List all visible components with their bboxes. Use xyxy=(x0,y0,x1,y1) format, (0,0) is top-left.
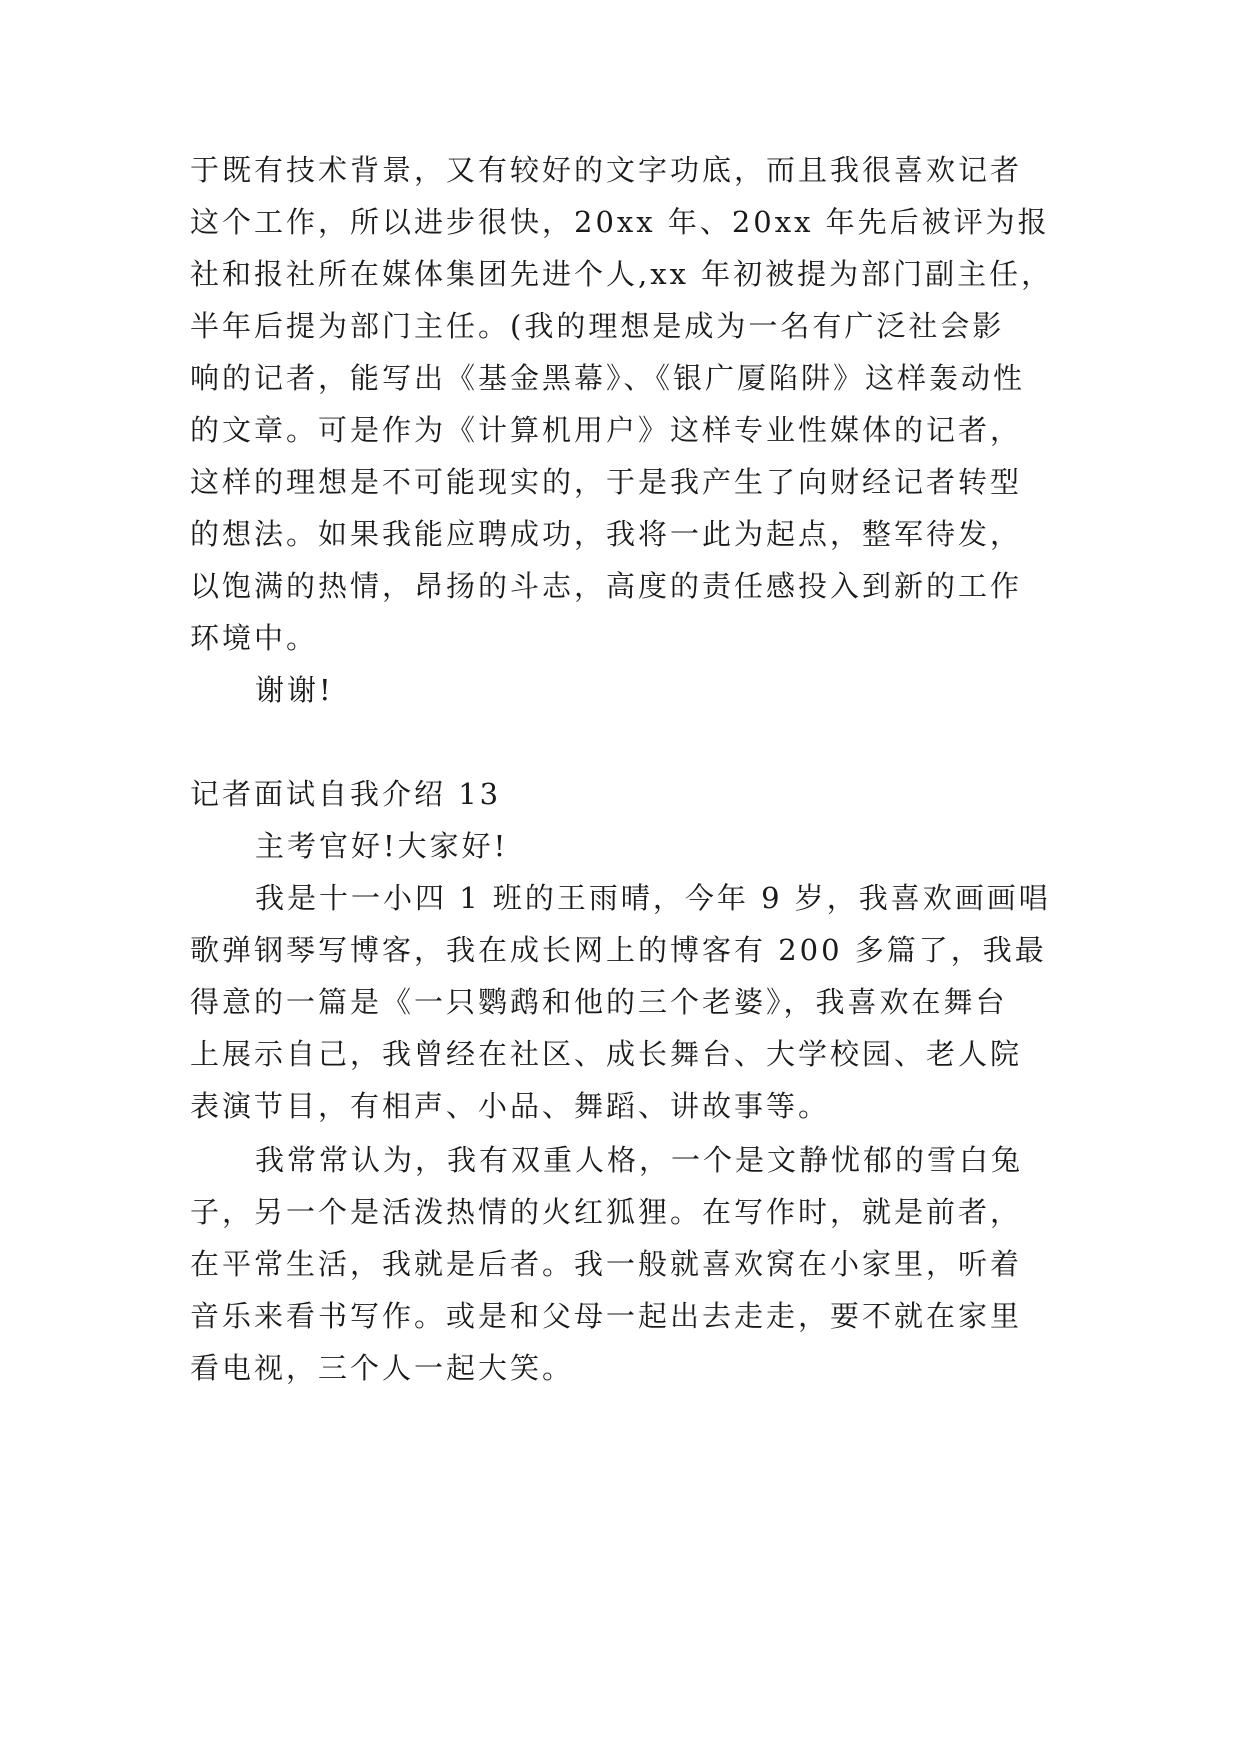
paragraph-line: 响的记者，能写出《基金黑幕》、《银广厦陷阱》这样轰动性 xyxy=(190,361,1026,395)
paragraph-line: 这样的理想是不可能现实的，于是我产生了向财经记者转型 xyxy=(190,465,1023,499)
section-title: 记者面试自我介绍 13 xyxy=(190,777,502,811)
paragraph-line: 看电视，三个人一起大笑。 xyxy=(190,1351,575,1385)
paragraph-line: 半年后提为部门主任。(我的理想是成为一名有广泛社会影 xyxy=(190,309,1005,343)
paragraph-line: 的想法。如果我能应聘成功，我将一此为起点，整军待发， xyxy=(190,517,1023,551)
paragraph-line: 这个工作，所以进步很快，20xx 年、20xx 年先后被评为报 xyxy=(190,205,1050,239)
paragraph-line: 的文章。可是作为《计算机用户》这样专业性媒体的记者， xyxy=(190,413,1023,447)
paragraph-line: 子，另一个是活泼热情的火红狐狸。在写作时，就是前者， xyxy=(190,1195,1023,1229)
greeting-line: 主考官好!大家好! xyxy=(255,829,509,863)
paragraph-line: 我常常认为，我有双重人格，一个是文静忧郁的雪白兔 xyxy=(255,1143,1024,1177)
paragraph-line: 上展示自己，我曾经在社区、成长舞台、大学校园、老人院 xyxy=(190,1037,1023,1071)
paragraph-line: 音乐来看书写作。或是和父母一起出去走走，要不就在家里 xyxy=(190,1299,1023,1333)
thanks-line: 谢谢! xyxy=(255,673,334,707)
paragraph-line: 得意的一篇是《一只鹦鹉和他的三个老婆》，我喜欢在舞台 xyxy=(190,985,1008,1019)
paragraph-line: 于既有技术背景，又有较好的文字功底，而且我很喜欢记者 xyxy=(190,153,1023,187)
paragraph-line: 在平常生活，我就是后者。我一般就喜欢窝在小家里，听着 xyxy=(190,1247,1023,1281)
paragraph-line: 歌弹钢琴写博客，我在成长网上的博客有 200 多篇了，我最 xyxy=(190,933,1047,967)
paragraph-line: 表演节目，有相声、小品、舞蹈、讲故事等。 xyxy=(190,1089,831,1123)
paragraph-line: 社和报社所在媒体集团先进个人,xx 年初被提为部门副主任， xyxy=(190,257,1054,291)
paragraph-line: 以饱满的热情，昂扬的斗志，高度的责任感投入到新的工作 xyxy=(190,569,1023,603)
paragraph-line: 环境中。 xyxy=(190,621,319,655)
paragraph-line: 我是十一小四 1 班的王雨晴，今年 9 岁，我喜欢画画唱 xyxy=(255,881,1051,915)
